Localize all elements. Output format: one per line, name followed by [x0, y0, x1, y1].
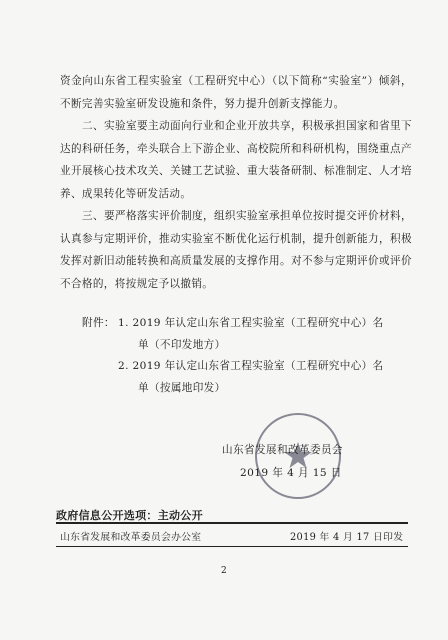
publicity-option: 政府信息公开选项：主动公开 — [56, 509, 203, 522]
print-date: 2019 年 4 月 17 日印发 — [290, 532, 404, 543]
signing-date: 2019 年 4 月 15 日 — [240, 467, 342, 479]
footer-rule-top — [56, 522, 408, 524]
attachments-label: 附件： — [82, 317, 115, 329]
attachment-2-line-2: 单（按属地印发） — [138, 382, 226, 394]
issuing-office: 山东省发展和改革委员会办公室 — [60, 532, 202, 543]
footer-rule-bottom — [56, 546, 408, 547]
attachment-2-line-1: 2. 2019 年认定山东省工程实验室（工程研究中心）名 — [118, 360, 384, 372]
paragraph-3: 三、要严格落实评价制度，组织实验室承担单位按时提交评价材料，认真参与定期评价，推动实验室不断优化运行机制，提升创新能力，积极发挥对新旧动能转换和高质量发展的支撑作用。对不参与定期评价或评价不合格的，将按规定予以撤销。 — [60, 210, 412, 290]
paragraph-2: 二、实验室要主动面向行业和企业开放共享，积极承担国家和省里下达的科研任务，牵头联合上下游企业、高校院所和科研机构，围绕重点产业开展核心技术攻关、关键工艺试验、重大装备研制、标准制定、人才培养、成果转化等研发活动。 — [60, 120, 412, 200]
attachment-1-line-1: 1. 2019 年认定山东省工程实验室（工程研究中心）名 — [118, 317, 384, 329]
signing-organization: 山东省发展和改革委员会 — [222, 444, 343, 456]
paragraph-1: 资金向山东省工程实验室（工程研究中心）（以下简称“实验室”）倾斜，不断完善实验室研发设施和条件，努力提升创新支撑能力。 — [60, 75, 412, 110]
page-number: 2 — [221, 566, 227, 576]
attachment-1-line-2: 单（不印发地方） — [138, 339, 226, 351]
